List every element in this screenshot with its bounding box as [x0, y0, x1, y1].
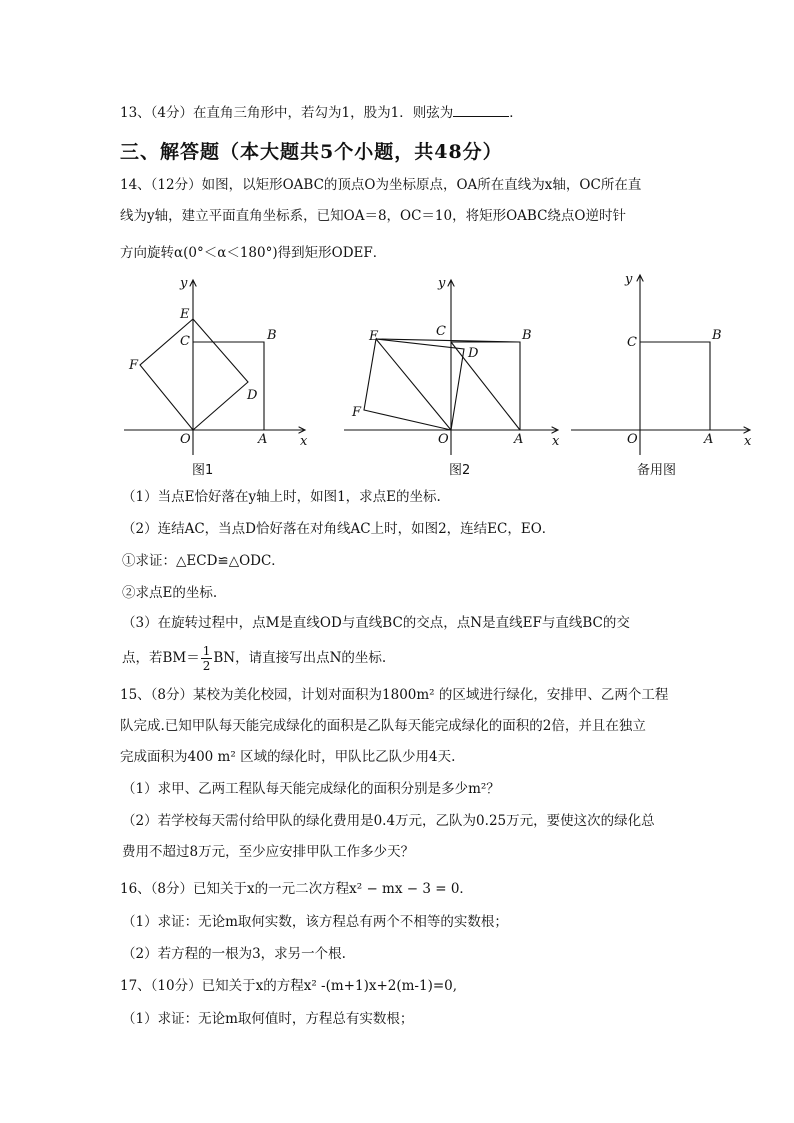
- fig1-label-E: E: [180, 307, 190, 322]
- fig3-caption: 备用图: [637, 463, 677, 478]
- fig2-label-D: D: [468, 346, 479, 361]
- q14-line2: 线为y轴，建立平面直角坐标系，已知OA＝8，OC＝10，将矩形OABC绕点O逆时针: [120, 208, 626, 224]
- fig3-label-B: B: [712, 328, 722, 343]
- fig2-label-E: E: [369, 329, 379, 344]
- fig1-label-B: B: [267, 328, 277, 343]
- fig1-label-x: x: [300, 434, 308, 449]
- fig1-label-A: A: [258, 432, 268, 447]
- q15-part1: （1）求甲、乙两工程队每天能完成绿化的面积分别是多少m²？: [122, 781, 500, 797]
- fig2-label-F: F: [352, 405, 362, 420]
- fig3-label-A: A: [704, 432, 714, 447]
- q13-line: [120, 104, 523, 122]
- fig3-label-O: O: [627, 432, 638, 447]
- q14-part2: （2）连结AC，当点D恰好落在对角线AC上时，如图2，连结EC，EO．: [122, 521, 556, 537]
- fraction-numerator: 1: [202, 644, 211, 658]
- q14-part3-text-a: 点，若BM＝: [122, 650, 200, 666]
- fraction-denominator: 2: [202, 659, 211, 673]
- q14-figures: [0, 265, 794, 480]
- figure-2: [344, 276, 560, 478]
- figure-1: [124, 276, 308, 478]
- q16-part2: （2）若方程的一根为3，求另一个根.: [122, 946, 346, 962]
- fig2-label-y: y: [438, 276, 446, 291]
- q16-part1: （1）求证：无论m取何实数，该方程总有两个不相等的实数根；: [122, 914, 508, 930]
- q15-part2-line1: （2）若学校每天需付给甲队的绿化费用是0.4万元，乙队为0.25万元，要使这次的绿化总: [122, 813, 655, 829]
- fig1-label-C: C: [180, 334, 190, 349]
- fig2-caption: 图2: [449, 463, 471, 478]
- figure-spare: [571, 272, 752, 478]
- fig3-label-C: C: [627, 335, 637, 350]
- fig1-caption: 图1: [192, 463, 214, 478]
- q14-part3-line2: [122, 644, 386, 673]
- fig3-label-x: x: [744, 434, 752, 449]
- q14-part3-line1: （3）在旋转过程中，点M是直线OD与直线BC的交点，点N是直线EF与直线BC的交: [122, 615, 630, 631]
- q15-part2-line2: 费用不超过8万元，至少应安排甲队工作多少天？: [122, 844, 415, 860]
- q17-line1: 17、（10分）已知关于x的方程x² -(m+1)x+2(m-1)=0,: [120, 978, 458, 994]
- q14-part2b: ②求点E的坐标.: [122, 585, 218, 601]
- q14-part3-fraction: [201, 644, 213, 673]
- q14-part1: （1）当点E恰好落在y轴上时，如图1，求点E的坐标.: [122, 489, 441, 505]
- fig1-label-D: D: [247, 388, 258, 403]
- q15-line3: 完成面积为400 m² 区域的绿化时，甲队比乙队少用4天.: [120, 749, 456, 765]
- fig1-label-y: y: [180, 276, 188, 291]
- fig1-label-F: F: [129, 358, 139, 373]
- q16-line1: 16、（8分）已知关于x的一元二次方程x² − mx − 3 = 0．: [120, 881, 473, 897]
- fig3-label-y: y: [625, 272, 633, 287]
- fig2-label-x: x: [552, 434, 560, 449]
- q15-line2: 队完成.已知甲队每天能完成绿化的面积是乙队每天能完成绿化的面积的2倍，并且在独立: [120, 718, 646, 734]
- q14-part2a: ①求证：△ECD≌△ODC．: [122, 553, 285, 569]
- fig2-label-B: B: [522, 328, 532, 343]
- fig2-label-O: O: [438, 432, 449, 447]
- q14-line1: 14、（12分）如图，以矩形OABC的顶点O为坐标原点，OA所在直线为x轴，OC所在直: [120, 177, 642, 193]
- q13-text: 13、（4分）在直角三角形中，若勾为1，股为1．则弦为: [120, 105, 454, 121]
- fig2-label-C: C: [436, 324, 446, 339]
- q15-line1: 15、（8分）某校为美化校园，计划对面积为1800m² 的区域进行绿化，安排甲、乙两个工程: [120, 687, 669, 703]
- section-title: 三、解答题（本大题共5个小题，共48分）: [120, 141, 503, 163]
- q13-end: ．: [509, 105, 523, 121]
- fig1-label-O: O: [180, 432, 191, 447]
- q17-part1: （1）求证：无论m取何值时，方程总有实数根；: [122, 1011, 414, 1027]
- fig2-label-A: A: [514, 432, 524, 447]
- q14-part3-text-b: BN，请直接写出点N的坐标.: [213, 650, 387, 666]
- q14-line3: 方向旋转α(0°＜α＜180°)得到矩形ODEF．: [120, 245, 387, 261]
- q13-answer-blank: [453, 104, 509, 117]
